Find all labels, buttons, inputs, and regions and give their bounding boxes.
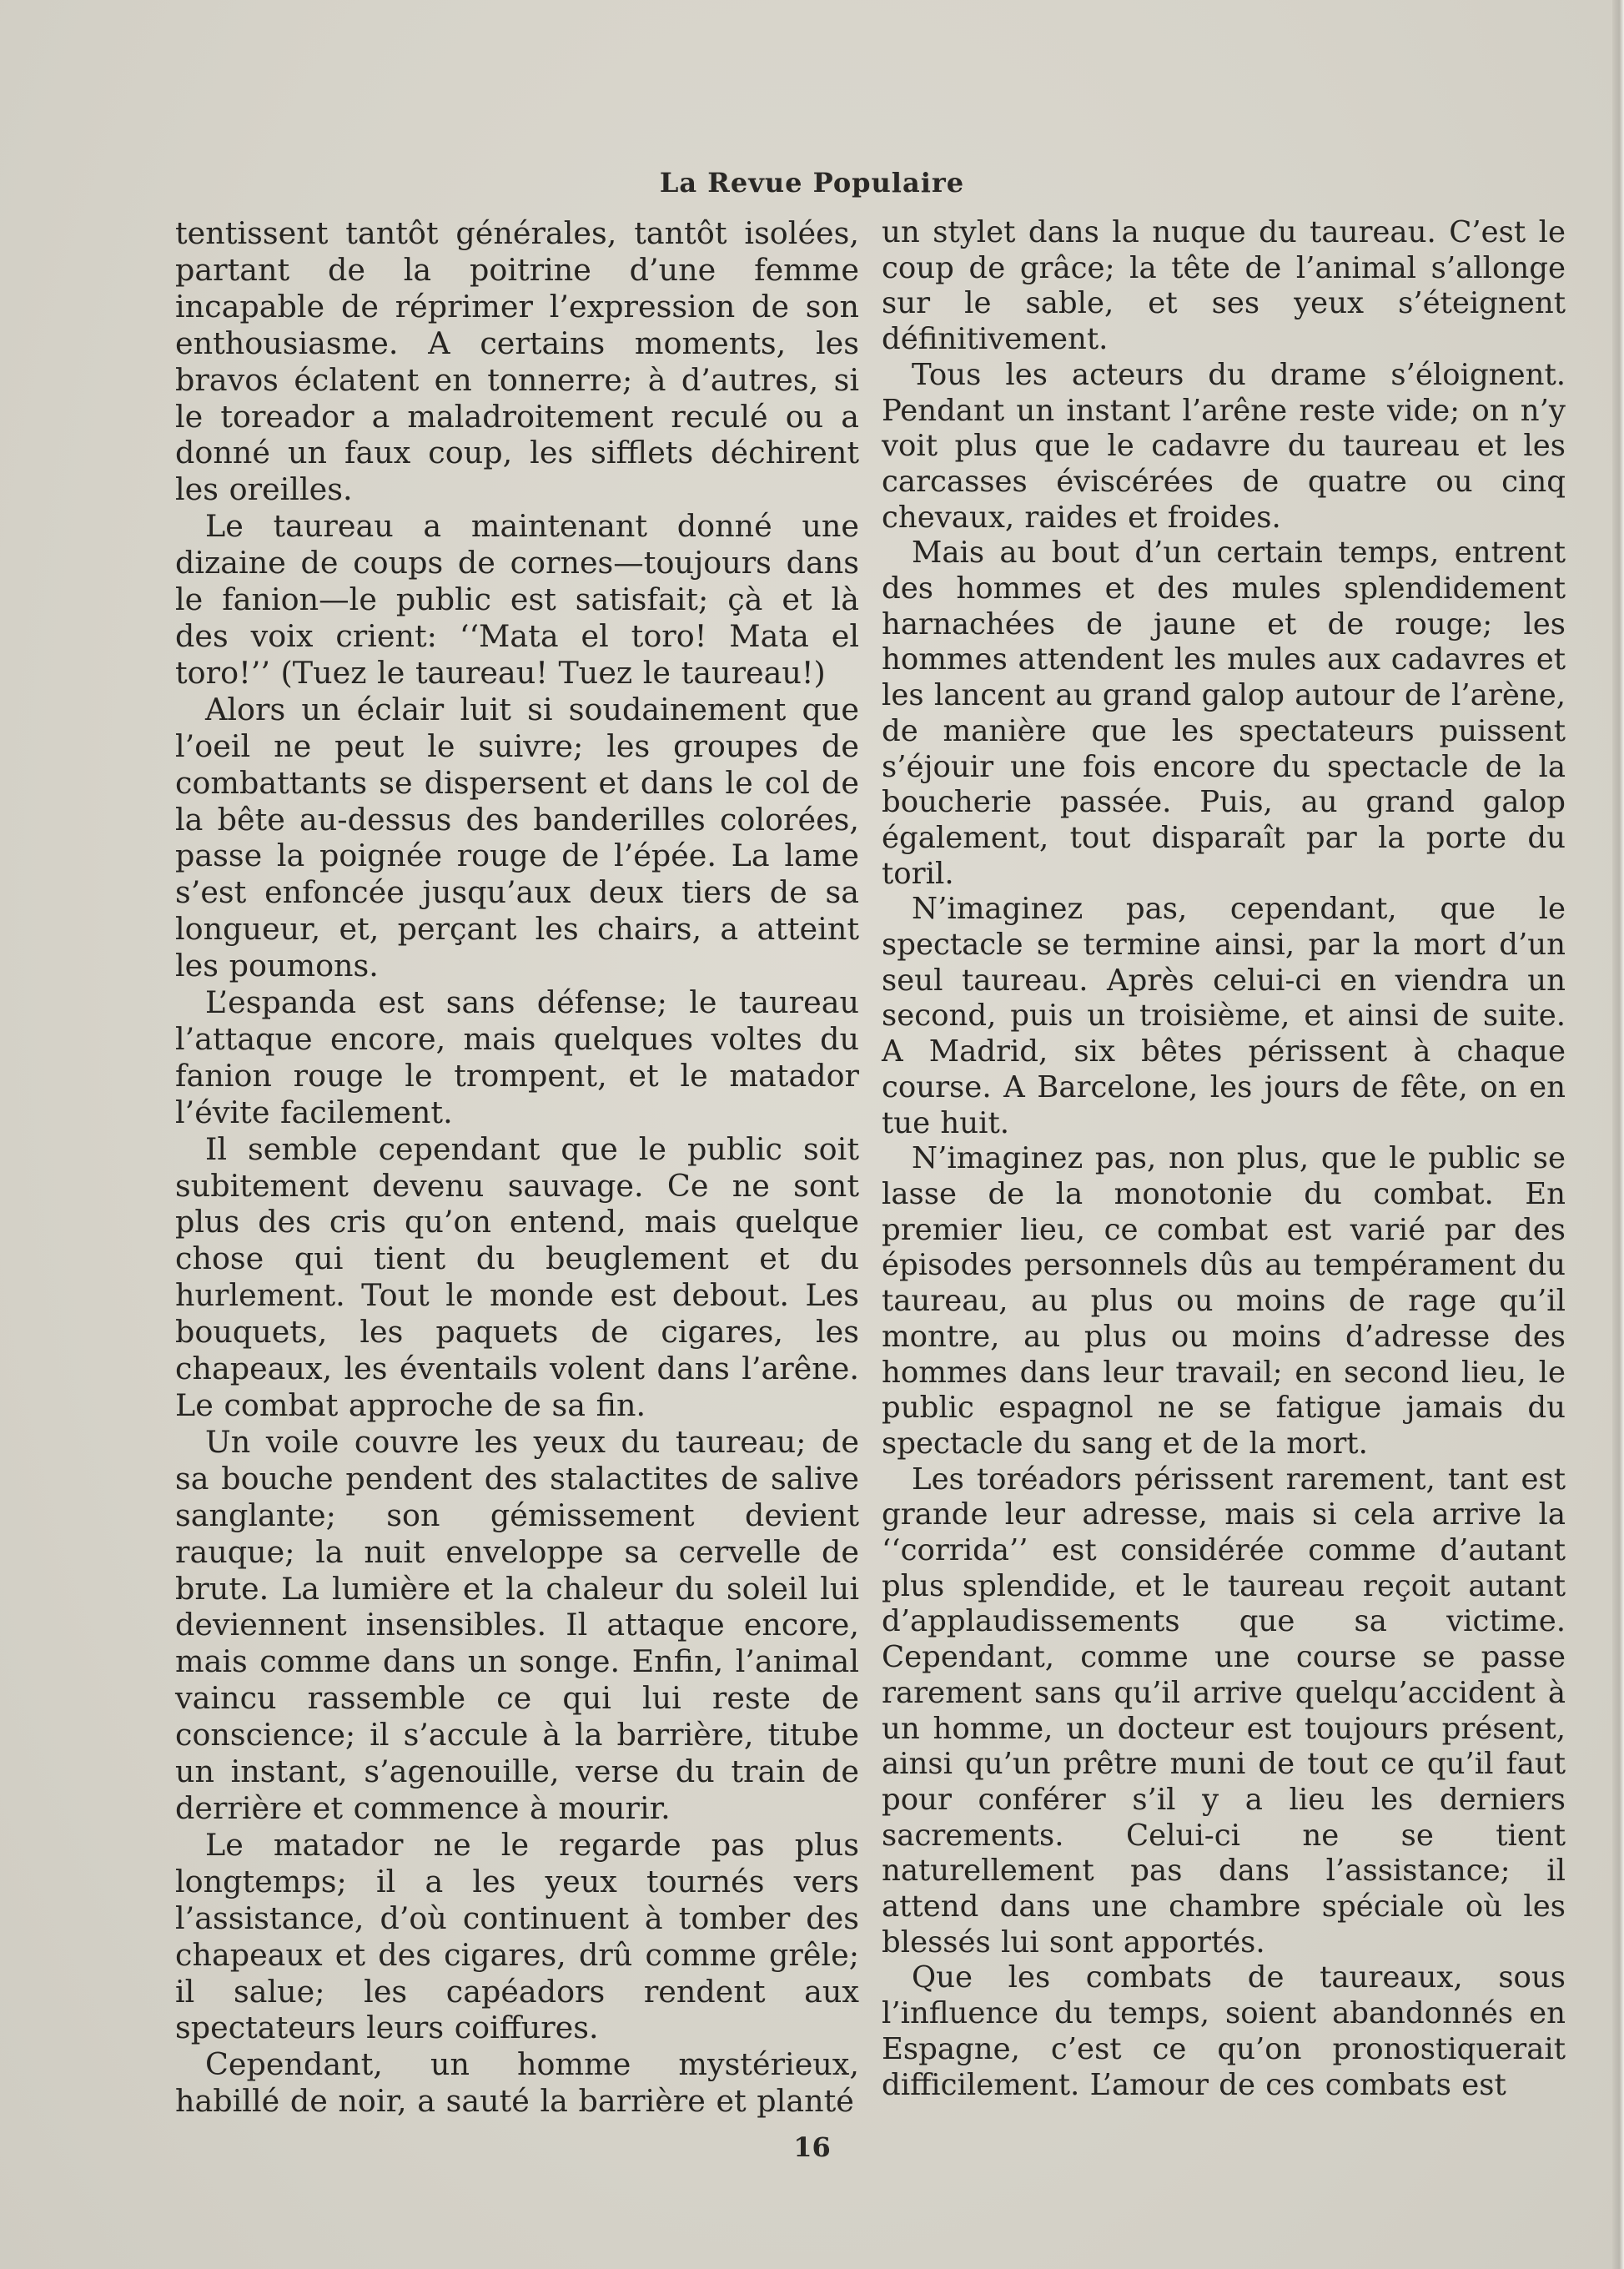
page-number: 16 (793, 2131, 831, 2163)
paragraph: Un voile couvre les yeux du taureau; de sa bouche pendent des stalactites de salive sanglante; son gémissement devient rauque; la nuit enveloppe sa cervelle de brute. La lumière et la chaleur du soleil lui deviennent insensibles. Il attaque encore, mais comme dans un songe. Enfin, l’animal vaincu rassemble ce qui lui reste de conscience; il s’accule à la barrière, titube un instant, s’agenouille, verse du train de derrière et commence à mourir. (175, 1423, 859, 1826)
paragraph: Tous les acteurs du drame s’éloignent. Pendant un instant l’arêne reste vide; on n’y voit plus que le cadavre du taureau et les carcasses éviscérées de quatre ou cinq chevaux, raides et froides. (882, 357, 1566, 535)
paragraph: Le matador ne le regarde pas plus longtemps; il a les yeux tournés vers l’assistance, d’où continuent à tomber des chapeaux et des cigares, drû comme grêle; il salue; les capéadors rendent aux spectateurs leurs coiffures. (175, 1826, 859, 2046)
running-header: La Revue Populaire (659, 167, 965, 199)
paragraph: tentissent tantôt générales, tantôt isolées, partant de la poitrine d’une femme incapable de réprimer l’expression de son enthousiasme. A certains moments, les bravos éclatent en tonnerre; à d’autres, si le toreador a maladroitement reculé ou a donné un faux coup, les sifflets déchirent les oreilles. (175, 215, 859, 508)
paragraph: Cependant, un homme mystérieux, habillé de noir, a sauté la barrière et planté (175, 2046, 859, 2120)
paragraph: N’imaginez pas, cependant, que le spectacle se termine ainsi, par la mort d’un seul taureau. Après celui-ci en viendra un second, puis un troisième, et ainsi de suite. A Madrid, six bêtes périssent à chaque course. A Barcelone, les jours de fête, on en tue huit. (882, 892, 1566, 1140)
left-column (175, 215, 859, 2126)
paragraph: un stylet dans la nuque du taureau. C’est le coup de grâce; la tête de l’animal s’allonge sur le sable, et ses yeux s’éteignent définitivement. (882, 215, 1566, 357)
paragraph: L’espanda est sans défense; le taureau l’attaque encore, mais quelques voltes du fanion rouge le trompent, et le matador l’évite facilement. (175, 984, 859, 1130)
paragraph: Il semble cependant que le public soit subitement devenu sauvage. Ce ne sont plus des cris qu’on entend, mais quelque chose qui tient du beuglement et du hurlement. Tout le monde est debout. Les bouquets, les paquets de cigares, les chapeaux, les éventails volent dans l’arêne. Le combat approche de sa fin. (175, 1130, 859, 1423)
paragraph: Que les combats de taureaux, sous l’influence du temps, soient abandonnés en Espagne, c’est ce qu’on pronostiquerait difficilement. L’amour de ces combats est (882, 1960, 1566, 2102)
paragraph: Alors un éclair luit si soudainement que l’oeil ne peut le suivre; les groupes de combattants se dispersent et dans le col de la bête au-dessus des banderilles colorées, passe la poignée rouge de l’épée. La lame s’est enfoncée jusqu’aux deux tiers de sa longueur, et, perçant les chairs, a atteint les poumons. (175, 691, 859, 984)
right-column (882, 215, 1566, 2126)
paragraph: Mais au bout d’un certain temps, entrent des hommes et des mules splendidement harnachées de jaune et de rouge; les hommes attendent les mules aux cadavres et les lancent au grand galop autour de l’arène, de manière que les spectateurs puissent s’éjouir une fois encore du spectacle de la boucherie passée. Puis, au grand galop également, tout disparaît par la porte du toril. (882, 536, 1566, 891)
paragraph: Le taureau a maintenant donné une dizaine de coups de cornes—toujours dans le fanion—le public est satisfait; çà et là des voix crient: ‘‘Mata el toro! Mata el toro!’’ (Tuez le taureau! Tuez le taureau!) (175, 508, 859, 691)
paragraph: N’imaginez pas, non plus, que le public se lasse de la monotonie du combat. En premier lieu, ce combat est varié par des épisodes personnels dûs au tempérament du taureau, au plus ou moins de rage qu’il montre, au plus ou moins d’adresse des hommes dans leur travail; en second lieu, le public espagnol ne se fatigue jamais du spectacle du sang et de la mort. (882, 1141, 1566, 1461)
page-edge (1612, 0, 1624, 2269)
paragraph: Les toréadors périssent rarement, tant est grande leur adresse, mais si cela arrive la ‘‘corrida’’ est considérée comme d’autant plus splendide, et le taureau reçoit autant d’applaudissements que sa victime. Cependant, comme une course se passe rarement sans qu’il arrive quelqu’accident à un homme, un docteur est toujours présent, ainsi qu’un prêtre muni de tout ce qu’il faut pour conférer s’il y a lieu les derniers sacrements. Celui-ci ne se tient naturellement pas dans l’assistance; il attend dans une chambre spéciale où les blessés lui sont apportés. (882, 1462, 1566, 1960)
